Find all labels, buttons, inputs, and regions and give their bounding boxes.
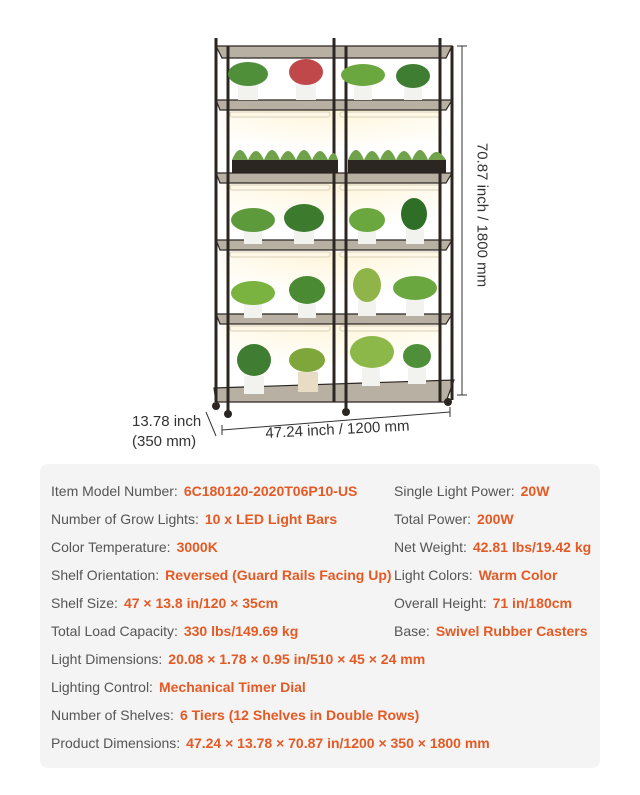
spec-shelf-orientation	[51, 567, 392, 583]
spec-label: Light Dimensions:	[51, 651, 163, 667]
spec-value: 47 × 13.8 in/120 × 35cm	[123, 595, 279, 611]
spec-value: Mechanical Timer Dial	[158, 679, 306, 695]
spec-load-capacity	[51, 623, 298, 639]
spec-net-weight	[394, 539, 591, 555]
height-dimension-label: 70.87 inch / 1800 mm	[473, 142, 491, 288]
spec-label: Lighting Control:	[51, 679, 153, 695]
spec-shelf-size	[51, 595, 278, 611]
spec-label: Total Load Capacity:	[51, 623, 178, 639]
spec-base	[394, 623, 588, 639]
spec-overall-height	[394, 595, 572, 611]
spec-label: Shelf Orientation:	[51, 567, 160, 583]
spec-value: Reversed (Guard Rails Facing Up)	[165, 567, 392, 583]
spec-value: 330 lbs/149.69 kg	[183, 623, 299, 639]
spec-label: Overall Height:	[394, 595, 487, 611]
spec-label: Base:	[394, 623, 430, 639]
spec-value: Warm Color	[478, 567, 558, 583]
spec-label: Number of Grow Lights:	[51, 511, 199, 527]
spec-label: Total Power:	[394, 511, 472, 527]
spec-label: Single Light Power:	[394, 483, 515, 499]
spec-value: 42.81 lbs/19.42 kg	[472, 539, 592, 555]
spec-label: Color Temperature:	[51, 539, 171, 555]
spec-grow-lights	[51, 511, 337, 527]
spec-value: 3000K	[176, 539, 218, 555]
spec-light-dimensions	[51, 651, 425, 667]
depth-dimension-mm: (350 mm)	[132, 433, 197, 450]
spec-label: Net Weight:	[394, 539, 467, 555]
spec-total-power	[394, 511, 514, 527]
spec-color-temperature	[51, 539, 218, 555]
spec-value: Swivel Rubber Casters	[435, 623, 588, 639]
spec-panel	[40, 464, 600, 768]
width-dimension: 47.24 inch / 1200 mm	[265, 417, 410, 442]
spec-value: 10 x LED Light Bars	[204, 511, 338, 527]
spec-value: 6 Tiers (12 Shelves in Double Rows)	[179, 707, 420, 723]
spec-lighting-control	[51, 679, 306, 695]
spec-value: 47.24 × 13.78 × 70.87 in/1200 × 350 × 1800 mm	[186, 735, 490, 751]
spec-value: 20.08 × 1.78 × 0.95 in/510 × 45 × 24 mm	[168, 651, 426, 667]
spec-product-dimensions	[51, 735, 490, 751]
spec-value: 20W	[520, 483, 550, 499]
spec-label: Light Colors:	[394, 567, 473, 583]
spec-item-model-number	[51, 483, 357, 499]
spec-label: Number of Shelves:	[51, 707, 174, 723]
spec-value: 71 in/180cm	[492, 595, 572, 611]
spec-label: Product Dimensions:	[51, 735, 181, 751]
depth-dimension-inch: 13.78 inch	[132, 413, 202, 430]
spec-light-colors	[394, 567, 557, 583]
spec-number-of-shelves	[51, 707, 419, 723]
spec-label: Shelf Size:	[51, 595, 118, 611]
height-dimension	[462, 70, 502, 360]
spec-label: Item Model Number:	[51, 483, 178, 499]
spec-single-light-power	[394, 483, 549, 499]
spec-value: 6C180120-2020T06P10-US	[183, 483, 358, 499]
spec-value: 200W	[477, 511, 514, 527]
